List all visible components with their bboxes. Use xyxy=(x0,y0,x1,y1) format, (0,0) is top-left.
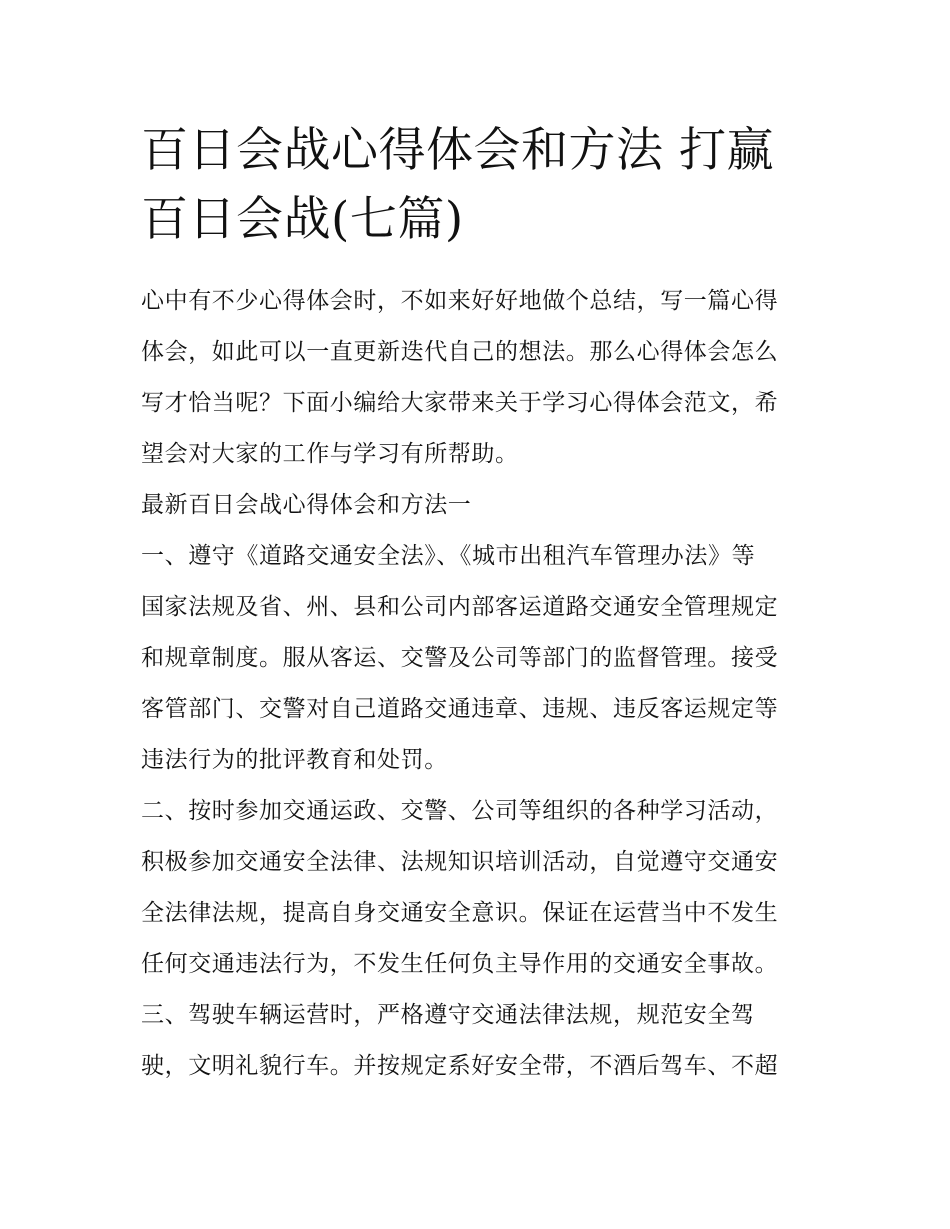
item-two-line: 全法律法规，提高自身交通安全意识。保证在运营当中不发生 xyxy=(141,900,779,926)
document-title xyxy=(141,116,821,254)
item-two-line: 二、按时参加交通运政、交警、公司等组织的各种学习活动， xyxy=(141,798,779,824)
intro-paragraph-line: 写才恰当呢？下面小编给大家带来关于学习心得体会范文，希 xyxy=(141,390,779,416)
intro-paragraph-line: 体会，如此可以一直更新迭代自己的想法。那么心得体会怎么 xyxy=(141,339,779,365)
intro-paragraph-line: 心中有不少心得体会时，不如来好好地做个总结，写一篇心得 xyxy=(141,288,779,314)
item-one-line: 和规章制度。服从客运、交警及公司等部门的监督管理。接受 xyxy=(141,645,779,671)
item-three-line: 驶，文明礼貌行车。并按规定系好安全带，不酒后驾车、不超 xyxy=(141,1053,779,1079)
intro-paragraph-line: 望会对大家的工作与学习有所帮助。 xyxy=(141,441,519,467)
item-two-line: 任何交通违法行为，不发生任何负主导作用的交通安全事故。 xyxy=(141,951,779,977)
section-heading: 最新百日会战心得体会和方法一 xyxy=(141,492,472,518)
title-line: 百日会战心得体会和方法 打赢 xyxy=(141,123,774,178)
item-two-line: 积极参加交通安全法律、法规知识培训活动，自觉遵守交通安 xyxy=(141,849,779,875)
item-one-line: 违法行为的批评教育和处罚。 xyxy=(141,747,448,773)
title-line: 百日会战(七篇) xyxy=(141,192,464,247)
item-three-line: 三、驾驶车辆运营时，严格遵守交通法律法规，规范安全驾 xyxy=(141,1002,755,1028)
item-one-line: 国家法规及省、州、县和公司内部客运道路交通安全管理规定 xyxy=(141,594,779,620)
document-body xyxy=(141,276,821,1092)
item-one-line: 客管部门、交警对自己道路交通违章、违规、违反客运规定等 xyxy=(141,696,779,722)
item-one-line: 一、遵守《道路交通安全法》、《城市出租汽车管理办法》等 xyxy=(141,543,756,569)
